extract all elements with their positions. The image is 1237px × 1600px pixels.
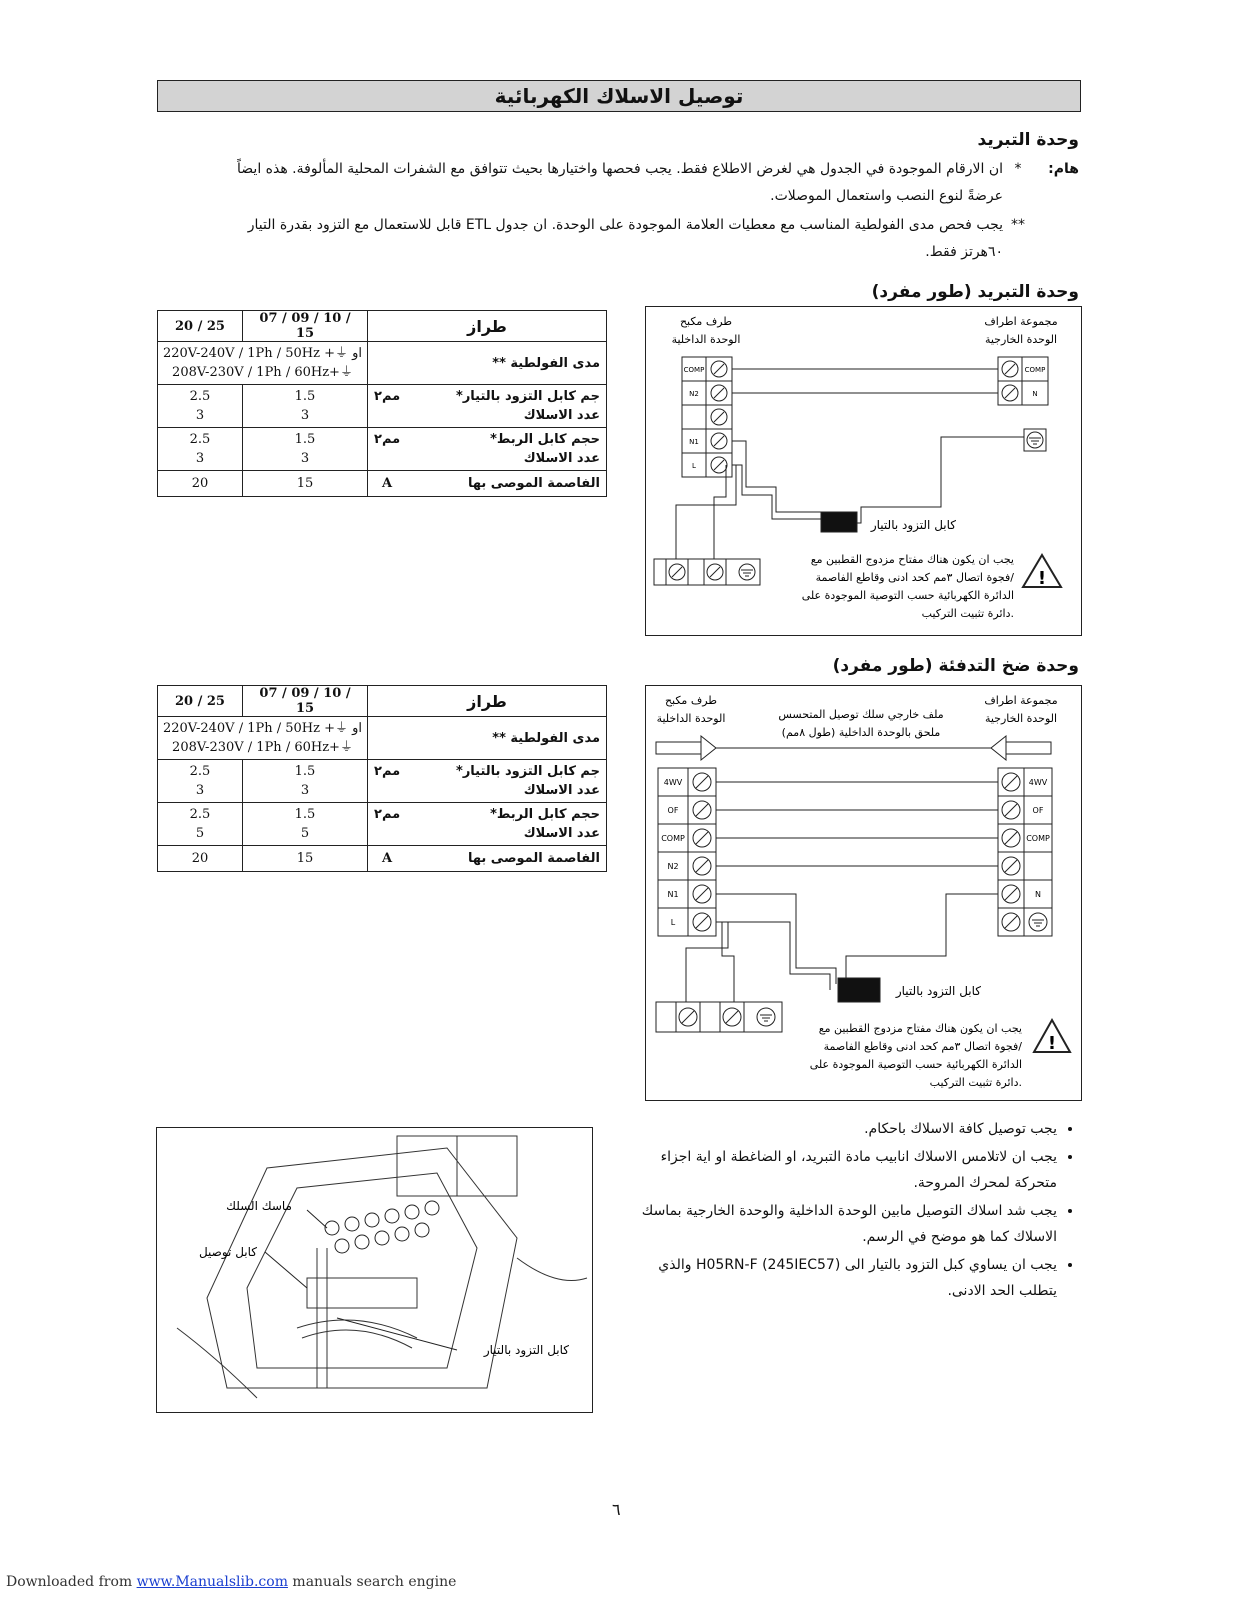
indoor-terminal-block [682,357,732,477]
note-marker: * [1014,161,1022,177]
section-heading: وحدة التبريد [977,130,1079,150]
supply-cable-label: كابل التزود بالتيار [483,1343,569,1357]
cooling-heading: وحدة التبريد (طور مفرد) [871,282,1079,302]
page-title: توصيل الاسلاك الكهربائية [157,80,1081,112]
cell: 2.5 [189,764,211,779]
row-label: جم كابل التزود بالتيار* [456,764,600,779]
unit-cell: مم٢ [368,760,407,803]
heatpump-spec-table [157,685,607,872]
download-footer [6,1574,456,1590]
indoor-terminal-label: طرف مكبح [664,694,718,707]
voltage-line: 220V-240V / 1Ph / 50Hz +⏚ او [162,346,363,361]
cell: 5 [195,826,205,841]
cell: 15 [243,471,368,497]
warning-line: دائرة تثبيت التركيب. [929,1076,1022,1089]
warning-line: يجب ان يكون هناك مفتاح مزدوج القطبين مع [818,1022,1022,1035]
warning-line: الدائرة الكهربائية حسب التوصية الموجودة على [801,589,1014,602]
breaker-block [654,559,760,585]
list-item: • يجب توصيل كافة الاسلاك باحكام. [637,1116,1057,1142]
cell: 3 [195,408,205,423]
voltage-label: مدى الفولطية ** [368,342,607,385]
indoor-unit-label: الوحدة الداخلية [671,333,741,346]
sensor-label: ملف خارجي سلك توصيل المتحسس [778,708,944,721]
page-number: ٦ [612,1500,621,1519]
indoor-terminal-label: طرف مكبح [679,315,733,328]
warning-icon [1034,1020,1070,1054]
connection-cable-label: كابل توصيل [198,1245,257,1259]
terminal-label: N2 [667,862,679,871]
col-header: 20 / 25 [158,311,243,342]
unit-cell: مم٢ [368,803,407,846]
sensor-label: (طول ٨مم) ملحق بالوحدة الداخلية [781,726,941,739]
unit-cell: A [368,471,407,497]
supply-cable-label: كابل التزود بالتيار [870,518,956,532]
unit-cell: A [368,846,407,872]
cell: 3 [300,783,310,798]
voltage-line: 220V-240V / 1Ph / 50Hz +⏚ او [162,721,363,736]
voltage-line: 208V-230V / 1Ph / 60Hz+⏚ [172,365,353,380]
warning-line: يجب ان يكون هناك مفتاح مزدوج القطبين مع [810,553,1014,566]
cell: 1.5 [294,807,316,822]
terminal-label: N [1035,890,1041,899]
terminal-label: 4WV [663,778,683,787]
cell: 1.5 [294,432,316,447]
terminal-label: COMP [661,834,685,843]
svg-text:!: ! [1047,1033,1057,1054]
cell: 20 [158,471,243,497]
unit-cell: مم٢ [368,385,407,428]
outdoor-unit-label: الوحدة الخارجية [984,333,1058,346]
indoor-unit-label: الوحدة الداخلية [656,712,726,725]
unit-sketch [177,1136,587,1398]
footer-prefix: Downloaded from [6,1574,137,1590]
outdoor-unit-label: الوحدة الخارجية [984,712,1058,725]
cell: 3 [300,408,310,423]
wire-clamp-illustration [156,1127,593,1413]
breaker-block [656,1002,782,1032]
cell: 20 [158,846,243,872]
wires [676,369,1024,559]
outdoor-terminal-block [998,768,1052,936]
cell: 1.5 [294,389,316,404]
footer-suffix: manuals search engine [287,1574,457,1590]
outdoor-terminals-label: مجموعة اطراف [984,315,1058,328]
cell: 3 [195,451,205,466]
row-label: عدد الاسلاك [523,451,600,466]
voltage-line: 208V-230V / 1Ph / 60Hz+⏚ [172,740,353,755]
list-item: • يجب شد اسلاك التوصيل مابين الوحدة الداخلية والوحدة الخارجية بماسك الاسلاك كما هو موضح في الرسم. [637,1198,1057,1250]
col-header: 07 / 09 / 10 / 15 [243,311,368,342]
warning-icon [1023,555,1061,589]
notes-block [157,156,1079,266]
terminal-label: 4WV [1028,778,1048,787]
row-label: عدد الاسلاك [523,826,600,841]
warning-line: الدائرة الكهربائية حسب التوصية الموجودة على [809,1058,1022,1071]
terminal-label: N1 [689,438,699,446]
terminal-label: N [1032,390,1038,398]
list-item: • يجب ان لاتلامس الاسلاك انابيب مادة التبريد، او الضاغطة او اية اجزاء متحركة لمحرك المروحة. [637,1144,1057,1196]
cell: 3 [195,783,205,798]
cell: 3 [300,451,310,466]
cell: 2.5 [189,807,211,822]
terminal-label: COMP [683,366,705,374]
terminal-screws [325,1201,439,1253]
wires [686,782,998,1002]
unit-cell: مم٢ [368,428,407,471]
cell: 15 [243,846,368,872]
cell: 5 [300,826,310,841]
cooling-wiring-diagram [645,306,1082,636]
terminal-label: N1 [667,890,679,899]
row-label: حجم كابل الربط* [490,807,600,822]
row-label: جم كابل التزود بالتيار* [456,389,600,404]
note-text: يجب فحص مدى الفولطية المناسب مع معطيات العلامة الموجودة على الوحدة. ان جدول ETL قابل للاستعمال مع التزود بقدرة التيار ٦٠هرتز فقط. [247,217,1003,260]
terminal-label: COMP [1024,366,1046,374]
note-text: ان الارقام الموجودة في الجدول هي لغرض الاطلاع فقط. يجب فحصها واختيارها بحيث تتوافق مع الشفرات المحلية المألوفة. هذه ايضاً عرضةً لنوع النصب واستعمال الموصلات. [237,161,1003,204]
cell: 2.5 [189,432,211,447]
outdoor-terminals-label: مجموعة اطراف [984,694,1058,707]
terminal-label: COMP [1026,834,1050,843]
wire-clamp-label: ماسك السلك [226,1199,292,1213]
col-header: 07 / 09 / 10 / 15 [243,686,368,717]
warning-line: فجوة اتصال ٣مم كحد ادنى وقاطع الفاصمة/ [823,1040,1022,1053]
list-item: • يجب ان يساوي كبل التزود بالتيار الى H05RN-F (245IEC57) والذي يتطلب الحد الادنى. [637,1252,1057,1304]
terminal-label: OF [667,806,679,815]
note-marker: ** [1011,217,1025,233]
warning-line: فجوة اتصال ٣مم كحد ادنى وقاطع الفاصمة/ [815,571,1014,584]
row-label: الفاصمة الموصى بها [406,471,606,497]
cell: 1.5 [294,764,316,779]
terminal-label: OF [1032,806,1044,815]
voltage-label: مدى الفولطية ** [368,717,607,760]
instructions-list [637,1116,1077,1306]
svg-text:!: ! [1037,568,1047,589]
heatpump-heading: وحدة ضخ التدفئة (طور مفرد) [832,656,1079,676]
terminal-label: N2 [689,390,699,398]
col-header: 20 / 25 [158,686,243,717]
col-header: طراز [368,311,607,342]
row-label: عدد الاسلاك [523,408,600,423]
row-label: الفاصمة الموصى بها [406,846,606,872]
terminal-label: L [670,918,676,927]
manualslib-link[interactable]: www.Manualslib.com [136,1574,288,1590]
sensor-wire [656,736,1051,760]
terminal-label: L [692,462,696,470]
row-label: عدد الاسلاك [523,783,600,798]
indoor-terminal-block [658,768,716,936]
cooling-spec-table [157,310,607,497]
important-label: هام: [1048,161,1079,177]
col-header: طراز [368,686,607,717]
cell: 2.5 [189,389,211,404]
supply-cable-label: كابل التزود بالتيار [895,984,981,998]
warning-line: دائرة تثبيت التركيب. [921,607,1014,620]
heatpump-wiring-diagram [645,685,1082,1101]
row-label: حجم كابل الربط* [490,432,600,447]
